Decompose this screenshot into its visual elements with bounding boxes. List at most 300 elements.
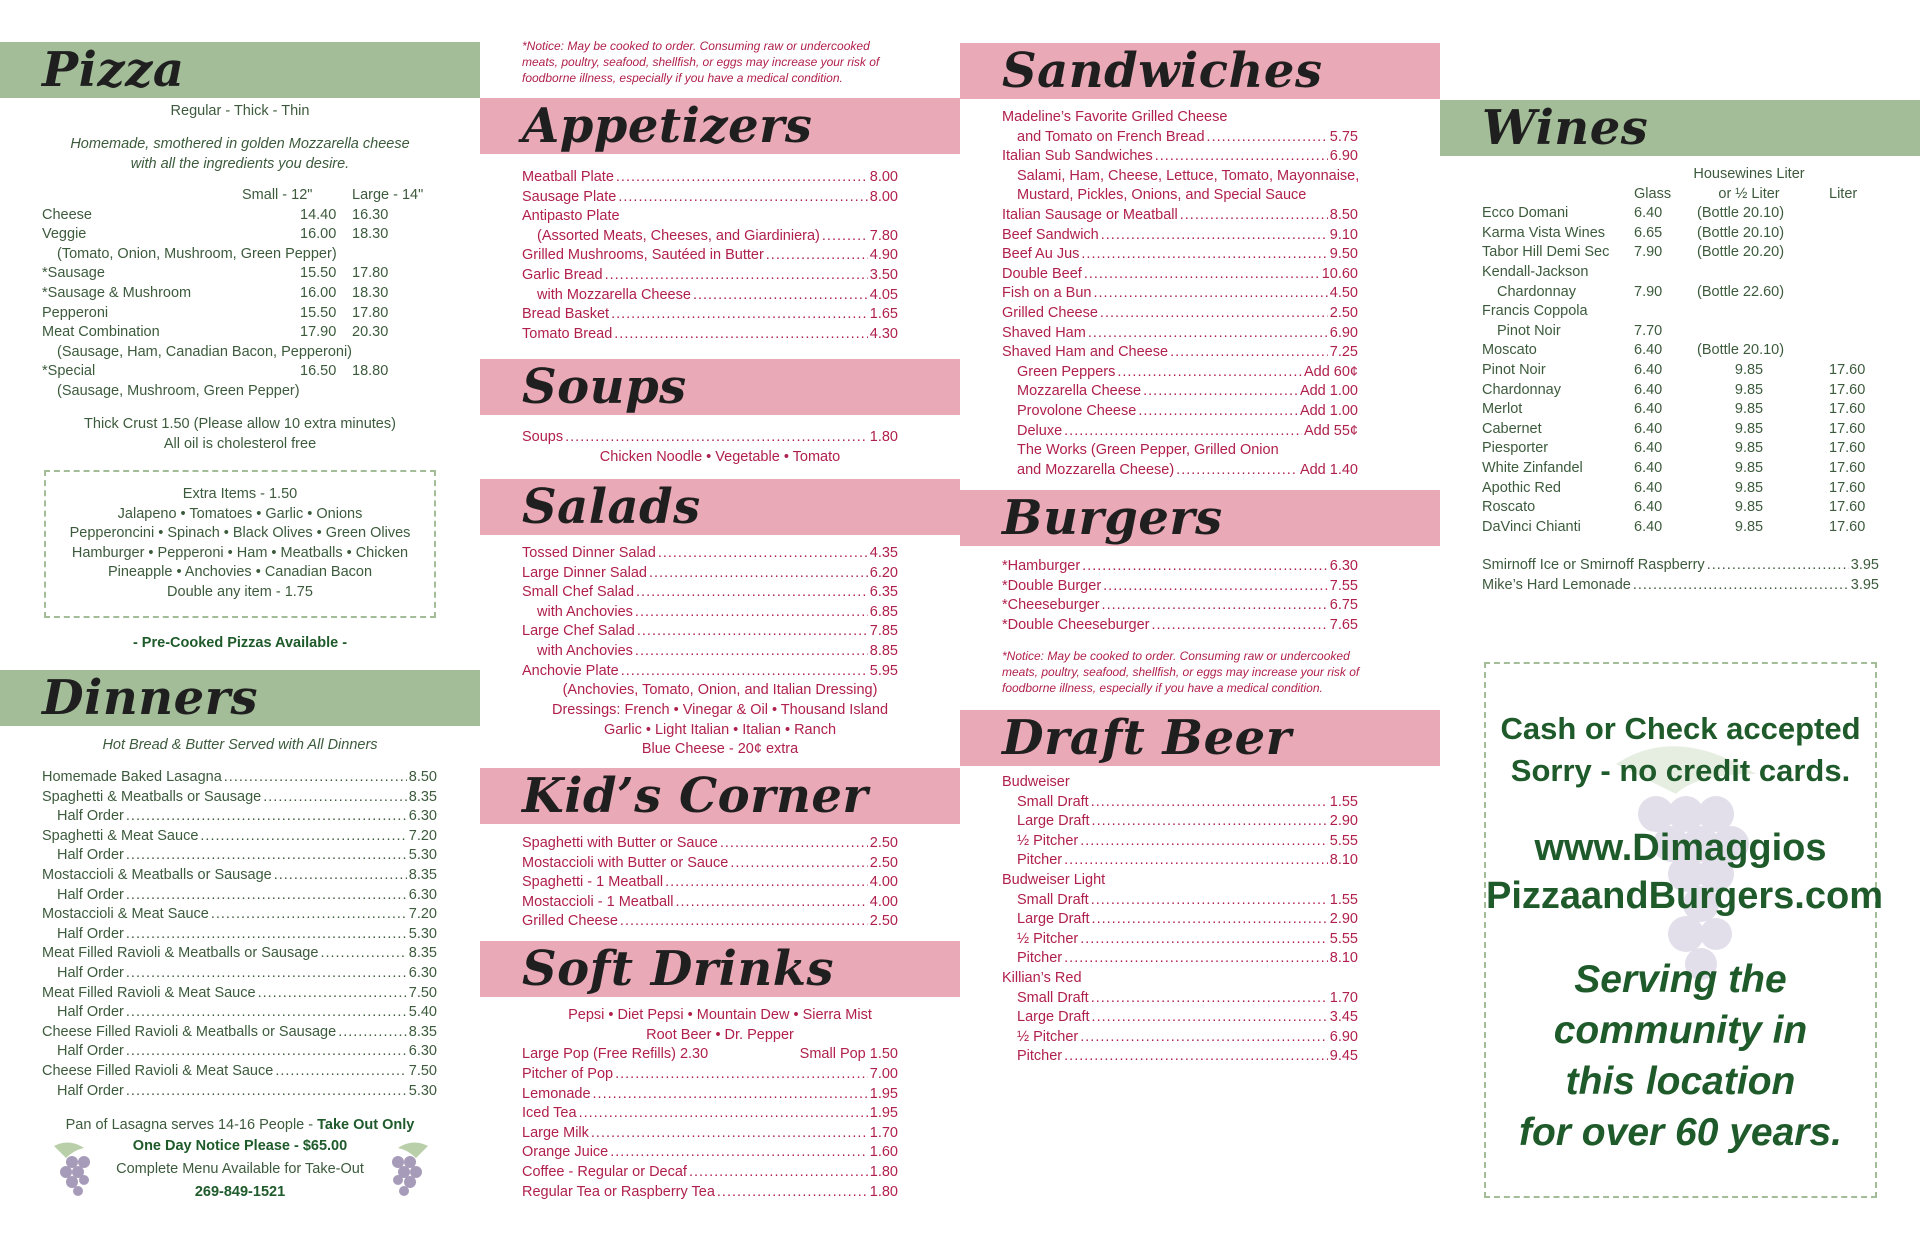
pizza-row	[42, 264, 437, 284]
menu-item	[522, 1143, 898, 1163]
wine-liter-price: 17.60	[1829, 361, 1866, 378]
dot-leader	[1170, 343, 1328, 363]
wine-half-liter-price: (Bottle 20.10)	[1697, 205, 1785, 222]
wine-liter-price	[1837, 283, 1907, 303]
pizza-name: (Sausage, Ham, Canadian Bacon, Pepperoni)	[57, 343, 353, 360]
wine-glass-price: 6.40	[1634, 342, 1663, 359]
menu-item	[42, 846, 437, 866]
dot-leader	[126, 1003, 407, 1023]
phone-number: 269-849-1521	[194, 1184, 286, 1200]
website-line-2[interactable]: PizzaandBurgers.com	[1486, 875, 1883, 917]
wine-liter-price: 17.60	[1829, 420, 1866, 437]
dot-leader	[1207, 128, 1328, 148]
item-price: 7.55	[1329, 577, 1358, 594]
dot-leader	[126, 925, 407, 945]
pizza-row	[42, 284, 437, 304]
item-price: 8.10	[1329, 950, 1358, 967]
item-price: Add 1.40	[1299, 461, 1358, 478]
soda-brands: Pepsi • Diet Pepsi • Mountain Dew • Sierra Mist	[568, 1007, 872, 1023]
item-name: Provolone Cheese	[1017, 402, 1137, 419]
menu-item	[522, 1065, 898, 1085]
dinners-title: Dinners	[42, 670, 259, 726]
pizza-large-price: 18.80	[352, 363, 389, 380]
menu-item	[1002, 284, 1358, 304]
beer-brand: Budweiser Light	[1002, 871, 1106, 888]
menu-item	[1002, 324, 1358, 344]
notice-line: foodborne illness, especially if you have a medical condition.	[522, 71, 843, 85]
dot-leader	[126, 807, 407, 827]
wine-half-liter-price: 9.85	[1734, 518, 1764, 535]
thick-crust-note: Thick Crust 1.50 (Please allow 10 extra minutes)	[84, 416, 396, 432]
notice-line: meats, poultry, seafood, shellfish, or eggs may increase your risk of	[1002, 665, 1360, 679]
item-name: Half Order	[57, 808, 124, 825]
extra-items-line: Jalapeno • Tomatoes • Garlic • Onions	[117, 505, 363, 522]
menu-item	[42, 827, 437, 847]
pizza-price-table	[42, 186, 437, 402]
wine-half-liter-price	[1679, 263, 1819, 283]
dot-leader	[1102, 596, 1328, 616]
pizza-name: Veggie	[42, 226, 87, 243]
item-price: 6.30	[408, 1043, 437, 1060]
menu-item	[522, 188, 898, 208]
item-price: Add 55¢	[1303, 422, 1358, 439]
pizza-small-price: 15.50	[300, 304, 337, 321]
dot-leader	[693, 286, 868, 306]
wine-row	[1482, 243, 1907, 263]
item-name: Smirnoff Ice or Smirnoff Raspberry	[1482, 557, 1705, 573]
dot-leader	[730, 854, 867, 874]
wine-row	[1482, 518, 1907, 538]
menu-item	[42, 925, 437, 945]
menu-item	[1002, 206, 1358, 226]
dot-leader	[1152, 616, 1328, 636]
dot-leader	[1064, 851, 1328, 871]
wine-glass-price: 6.40	[1634, 381, 1663, 398]
pizza-small-price: 17.90	[300, 324, 337, 341]
item-price: 4.00	[869, 874, 898, 891]
cash-check-accepted: Cash or Check accepted	[1500, 711, 1861, 746]
dot-leader	[605, 266, 868, 286]
wine-name: Karma Vista Wines	[1482, 224, 1606, 241]
header-liter: Liter	[1829, 185, 1858, 202]
pizza-row	[42, 323, 437, 343]
wines-banner	[1440, 100, 1920, 156]
notice-top	[522, 38, 942, 86]
item-name: with Anchovies	[537, 642, 633, 659]
menu-item	[42, 1082, 437, 1102]
wine-name: Moscato	[1482, 342, 1537, 359]
menu-item	[1002, 557, 1358, 577]
item-price: 6.85	[869, 603, 898, 620]
salads-list	[522, 544, 898, 681]
serving-line: Serving the	[1574, 958, 1787, 1001]
wine-row	[1482, 381, 1907, 401]
pizza-row	[42, 206, 437, 226]
item-price: 8.85	[869, 642, 898, 659]
item-price: 8.35	[408, 1023, 437, 1040]
item-name: Soups	[522, 429, 564, 445]
menu-item	[1002, 363, 1358, 383]
item-price: 1.95	[869, 1085, 898, 1102]
item-price: 2.90	[1329, 813, 1358, 830]
wine-half-liter-price: 9.85	[1734, 401, 1764, 418]
dot-leader	[1633, 576, 1849, 596]
item-name: Grilled Cheese	[1002, 304, 1098, 321]
dot-leader	[658, 544, 868, 564]
item-price: 4.35	[869, 545, 898, 561]
pizza-row	[42, 245, 437, 265]
dot-leader	[766, 246, 868, 266]
wine-liter-price: 17.60	[1829, 499, 1866, 516]
wine-liter-price: 17.60	[1829, 381, 1866, 398]
wine-liter-price: 17.60	[1829, 440, 1866, 457]
item-name: Grilled Mushrooms, Sautéed in Butter	[522, 247, 764, 264]
wine-glass-price: 6.40	[1634, 361, 1663, 378]
dot-leader	[1103, 577, 1328, 597]
item-price: 5.30	[408, 1082, 437, 1099]
item-name: Antipasto Plate	[522, 208, 620, 225]
item-price: 3.95	[1850, 576, 1879, 593]
appetizers-title: Appetizers	[522, 98, 813, 154]
menu-item	[1002, 441, 1358, 461]
item-name: ½ Pitcher	[1017, 832, 1079, 849]
menu-item	[1482, 576, 1879, 596]
menu-item	[42, 788, 437, 808]
item-name: Salami, Ham, Cheese, Lettuce, Tomato, Mayonnaise,	[1017, 167, 1360, 184]
item-name: Italian Sub Sandwiches	[1002, 148, 1153, 165]
pizza-name: (Tomato, Onion, Mushroom, Green Pepper)	[57, 245, 337, 262]
dot-leader	[635, 603, 868, 623]
item-price: 1.55	[1329, 891, 1358, 908]
menu-item	[1002, 832, 1358, 852]
item-name: Mozzarella Cheese	[1017, 383, 1142, 400]
draft-beer-banner	[960, 710, 1440, 766]
soups-title: Soups	[522, 359, 687, 415]
item-name: Beef Sandwich	[1002, 226, 1099, 243]
wine-half-liter-price: (Bottle 20.10)	[1697, 224, 1785, 241]
menu-item	[522, 622, 898, 642]
item-price: 1.80	[869, 1183, 898, 1200]
item-name: *Cheeseburger	[1002, 597, 1100, 614]
item-name: Homemade Baked Lasagna	[42, 769, 222, 785]
dot-leader	[1176, 461, 1298, 481]
wine-liter-price: 17.60	[1829, 479, 1866, 496]
item-name: Grilled Cheese	[522, 913, 618, 930]
dot-leader	[720, 834, 868, 854]
item-price: 7.00	[869, 1066, 898, 1082]
menu-item	[1002, 910, 1358, 930]
sandwiches-banner	[960, 43, 1440, 99]
dot-leader	[579, 1104, 868, 1124]
menu-item	[522, 662, 898, 682]
item-name: Meatball Plate	[522, 169, 614, 185]
serving-line: this location	[1565, 1060, 1796, 1103]
item-price: 7.25	[1329, 344, 1358, 361]
wine-liter-price	[1837, 243, 1907, 263]
dot-leader	[126, 846, 407, 866]
menu-item	[522, 1104, 898, 1124]
item-name: Large Draft	[1017, 1009, 1090, 1026]
pizza-row	[42, 304, 437, 324]
menu-item	[42, 768, 437, 788]
item-name: Regular Tea or Raspberry Tea	[522, 1183, 715, 1200]
dot-leader	[1088, 324, 1328, 344]
menu-item	[522, 168, 898, 188]
menu-item	[1002, 1047, 1358, 1067]
item-name: Spaghetti - 1 Meatball	[522, 874, 664, 891]
pizza-large-price: 17.80	[352, 304, 389, 321]
large-pop: Large Pop (Free Refills) 2.30	[522, 1046, 709, 1062]
wine-row	[1482, 263, 1907, 283]
menu-item	[1002, 930, 1358, 950]
pizza-name: *Special	[42, 363, 96, 380]
wine-half-liter-price: 9.85	[1734, 479, 1764, 496]
dot-leader	[200, 827, 406, 847]
wine-glass-price: 6.65	[1634, 224, 1663, 241]
item-price: 10.60	[1321, 265, 1358, 282]
item-name: Half Order	[57, 1004, 124, 1021]
extra-items-line: Pineapple • Anchovies • Canadian Bacon	[107, 564, 373, 581]
item-price: 9.10	[1329, 226, 1358, 243]
item-price: 2.50	[869, 913, 898, 930]
soda-brands: Root Beer • Dr. Pepper	[646, 1027, 794, 1043]
item-price: Add 1.00	[1299, 402, 1358, 419]
menu-item	[522, 286, 898, 306]
dot-leader	[717, 1183, 868, 1203]
item-price: 1.80	[869, 429, 898, 445]
burgers-banner	[960, 490, 1440, 546]
item-price: 1.55	[1329, 793, 1358, 810]
dot-leader	[822, 227, 868, 247]
header-glass: Glass	[1634, 185, 1672, 202]
notice-line: foodborne illness, especially if you have a medical condition.	[1002, 681, 1323, 695]
item-name: Cheese Filled Ravioli & Meat Sauce	[42, 1062, 274, 1079]
appetizers-list	[522, 168, 898, 344]
wines-header-row	[1482, 185, 1907, 205]
menu-item	[522, 227, 898, 247]
grapes-left-icon	[44, 1138, 114, 1200]
menu-item	[1002, 616, 1358, 636]
pizza-small-price: 16.00	[300, 284, 337, 301]
dot-leader	[1092, 910, 1328, 930]
pizza-name: Pepperoni	[42, 304, 109, 321]
wine-row	[1482, 420, 1907, 440]
menu-item	[522, 1085, 898, 1105]
menu-item	[522, 564, 898, 584]
wines-title: Wines	[1482, 100, 1649, 156]
pizza-name: (Sausage, Mushroom, Green Pepper)	[57, 382, 300, 399]
anchovie-description: (Anchovies, Tomato, Onion, and Italian Dressing)	[562, 682, 878, 698]
item-price: 4.50	[1329, 285, 1358, 302]
wine-half-liter-price: 9.85	[1734, 381, 1764, 398]
item-price: 9.45	[1329, 1048, 1358, 1065]
item-price: 2.50	[869, 854, 898, 871]
no-credit-cards: Sorry - no credit cards.	[1510, 753, 1851, 788]
dot-leader	[610, 1143, 868, 1163]
wine-glass-price: 6.40	[1634, 420, 1663, 437]
appetizers-banner	[480, 98, 960, 154]
item-price: 5.55	[1329, 930, 1358, 947]
item-name: Small Draft	[1017, 891, 1089, 908]
item-name: Sausage Plate	[522, 188, 617, 205]
website-line-1[interactable]: www.Dimaggios	[1534, 827, 1827, 869]
dot-leader	[1064, 422, 1302, 442]
dot-leader	[1093, 284, 1327, 304]
takeout-menu-note: Complete Menu Available for Take-Out	[116, 1161, 364, 1177]
sandwiches-title: Sandwiches	[1002, 43, 1323, 99]
item-price: 8.00	[869, 188, 898, 205]
wine-name: Ecco Domani	[1482, 205, 1569, 222]
wine-glass-price: 7.90	[1634, 244, 1663, 261]
payment-info-box	[1484, 662, 1883, 1198]
pizza-small-price: 15.50	[300, 265, 337, 282]
dressings-line: Garlic • Light Italian • Italian • Ranch	[603, 722, 837, 738]
menu-item	[1002, 343, 1358, 363]
dot-leader	[224, 768, 407, 788]
item-name: Large Draft	[1017, 813, 1090, 830]
item-name: Large Dinner Salad	[522, 564, 647, 581]
soft-drinks-banner	[480, 941, 960, 997]
item-price: 5.30	[408, 925, 437, 942]
wine-name: Tabor Hill Demi Sec	[1482, 244, 1610, 261]
item-name: Pitcher	[1017, 950, 1063, 967]
item-price: 6.30	[1329, 558, 1358, 574]
soft-drinks-title: Soft Drinks	[522, 941, 835, 997]
wine-row	[1482, 400, 1907, 420]
dot-leader	[1064, 1047, 1328, 1067]
menu-item	[1002, 1028, 1358, 1048]
menu-item	[1002, 167, 1358, 187]
wine-half-liter-price	[1679, 322, 1819, 342]
item-price: 7.50	[408, 984, 437, 1001]
wine-half-liter-price: 9.85	[1734, 361, 1764, 378]
menu-item	[522, 266, 898, 286]
menu-item	[1002, 382, 1358, 402]
wine-name: DaVinci Chianti	[1482, 518, 1581, 535]
salads-banner	[480, 479, 960, 535]
dot-leader	[620, 912, 868, 932]
wine-row	[1482, 322, 1907, 342]
dot-leader	[126, 886, 407, 906]
dot-leader	[126, 1082, 407, 1102]
item-price: 7.85	[869, 623, 898, 640]
dot-leader	[649, 564, 868, 584]
menu-item	[522, 305, 898, 325]
wine-glass-price: 6.40	[1634, 479, 1663, 496]
item-price: 7.50	[408, 1062, 437, 1079]
item-price: 6.35	[869, 584, 898, 601]
pizza-title: Pizza	[42, 42, 185, 98]
item-name: Spaghetti & Meatballs or Sausage	[42, 788, 262, 805]
wine-name: Chardonnay	[1497, 283, 1576, 300]
wine-glass-price: 7.70	[1634, 322, 1663, 339]
item-name: Madeline’s Favorite Grilled Cheese	[1002, 109, 1228, 125]
pizza-banner	[0, 42, 480, 98]
menu-item	[522, 834, 898, 854]
item-name: Beef Au Jus	[1002, 246, 1080, 263]
pizza-row	[42, 343, 437, 363]
dot-leader	[274, 866, 407, 886]
menu-item-soups	[522, 428, 898, 448]
menu-item	[1002, 147, 1358, 167]
item-name: Half Order	[57, 1043, 124, 1060]
dot-leader	[1707, 556, 1849, 576]
menu-item	[1002, 577, 1358, 597]
dot-leader	[126, 964, 407, 984]
wine-row	[1482, 341, 1907, 361]
sandwiches-list	[1002, 108, 1358, 480]
wine-row	[1482, 361, 1907, 381]
menu-item	[1002, 128, 1358, 148]
item-name: *Hamburger	[1002, 558, 1081, 574]
wine-name: Roscato	[1482, 499, 1536, 516]
menu-item	[522, 1163, 898, 1183]
dot-leader	[1101, 226, 1328, 246]
pizza-small-price: 16.00	[300, 226, 337, 243]
item-name: Mostaccioli - 1 Meatball	[522, 893, 674, 910]
dot-leader	[1180, 206, 1328, 226]
oil-note: All oil is cholesterol free	[163, 436, 317, 452]
item-price: 4.30	[869, 325, 898, 342]
dot-leader	[616, 168, 868, 188]
dot-leader	[275, 1062, 406, 1082]
wine-half-liter-price	[1679, 302, 1819, 322]
wine-glass-price: 6.40	[1634, 518, 1663, 535]
wine-half-liter-price: (Bottle 20.10)	[1697, 342, 1785, 359]
menu-item	[1002, 265, 1358, 285]
menu-item	[42, 807, 437, 827]
menu-item	[522, 1183, 898, 1203]
wine-glass-price: 7.90	[1634, 283, 1663, 300]
item-name: Anchovie Plate	[522, 662, 619, 679]
item-price: 5.30	[408, 847, 437, 864]
small-pop: Small Pop 1.50	[799, 1046, 898, 1062]
dot-leader	[689, 1163, 868, 1183]
item-price: 1.65	[869, 306, 898, 323]
dinners-subtitle: Hot Bread & Butter Served with All Dinners	[102, 737, 378, 753]
item-name: Meat Filled Ravioli & Meat Sauce	[42, 984, 256, 1001]
pizza-name: Cheese	[42, 206, 92, 223]
dot-leader	[1091, 793, 1328, 813]
burgers-notice	[1002, 648, 1422, 696]
dot-leader	[1092, 812, 1328, 832]
menu-item	[1002, 1008, 1358, 1028]
notice-line: *Notice: May be cooked to order. Consuming raw or undercooked	[1002, 649, 1350, 663]
extra-items-line: Hamburger • Pepperoni • Ham • Meatballs • Chicken	[71, 544, 409, 561]
item-name: *Double Cheeseburger	[1002, 616, 1150, 633]
wine-liter-price	[1837, 341, 1907, 361]
menu-item	[522, 642, 898, 662]
dot-leader	[338, 1023, 407, 1043]
wine-row	[1482, 439, 1907, 459]
item-price: 5.40	[408, 1004, 437, 1021]
extra-items-line: Double any item - 1.75	[167, 583, 313, 600]
pop-sizes	[522, 1045, 898, 1065]
menu-item	[1002, 402, 1358, 422]
pan-lasagna-note	[0, 1116, 480, 1136]
item-price: Add 1.00	[1299, 383, 1358, 400]
menu-item	[42, 905, 437, 925]
item-name: with Mozzarella Cheese	[537, 286, 691, 303]
menu-item	[1002, 186, 1358, 206]
pizza-row	[42, 382, 437, 402]
menu-item	[1002, 793, 1358, 813]
item-price: 2.90	[1329, 911, 1358, 928]
beer-brand: Budweiser	[1002, 774, 1070, 790]
wine-row	[1482, 498, 1907, 518]
item-price: 7.20	[408, 906, 437, 923]
pizza-header-small: Small - 12"	[242, 187, 313, 203]
